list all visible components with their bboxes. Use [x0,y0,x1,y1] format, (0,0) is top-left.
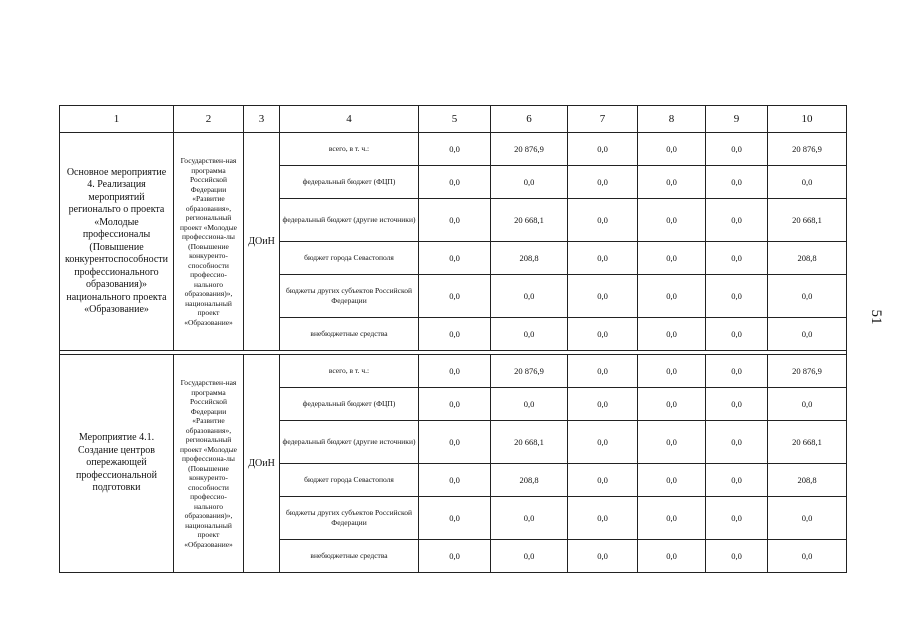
value-cell: 0,0 [568,464,638,497]
value-cell: 0,0 [638,540,706,573]
funding-source: бюджеты других субъектов Российской Федерации [280,275,419,318]
value-cell: 0,0 [706,540,768,573]
value-cell: 0,0 [568,421,638,464]
value-cell: 0,0 [568,355,638,388]
funding-source: бюджет города Севастополя [280,242,419,275]
value-cell: 20 876,9 [768,355,847,388]
value-cell: 0,0 [491,275,568,318]
value-cell: 0,0 [419,318,491,351]
value-cell: 0,0 [491,318,568,351]
value-cell: 0,0 [419,242,491,275]
value-cell: 0,0 [568,497,638,540]
value-cell: 0,0 [638,242,706,275]
value-cell: 0,0 [419,355,491,388]
header-cell: 4 [280,106,419,133]
funding-source: федеральный бюджет (другие источники) [280,199,419,242]
value-cell: 0,0 [638,355,706,388]
value-cell: 0,0 [638,464,706,497]
value-cell: 0,0 [638,318,706,351]
value-cell: 0,0 [638,275,706,318]
value-cell: 0,0 [491,388,568,421]
table-body [60,133,847,573]
funding-source: внебюджетные средства [280,540,419,573]
executor: ДОиН [244,355,280,573]
value-cell: 0,0 [568,166,638,199]
value-cell: 20 876,9 [768,133,847,166]
funding-source: бюджет города Севастополя [280,464,419,497]
measure-name: Мероприятие 4.1. Создание центров опережающей профессиональной подготовки [60,355,174,573]
value-cell: 0,0 [706,355,768,388]
value-cell: 0,0 [419,275,491,318]
value-cell: 0,0 [491,166,568,199]
value-cell: 0,0 [638,199,706,242]
funding-source: федеральный бюджет (другие источники) [280,421,419,464]
value-cell: 20 668,1 [491,199,568,242]
value-cell: 0,0 [419,388,491,421]
page-number: 51 [868,309,884,325]
value-cell: 0,0 [491,497,568,540]
value-cell: 0,0 [638,388,706,421]
value-cell: 0,0 [768,275,847,318]
value-cell: 0,0 [706,388,768,421]
table-row [60,133,847,166]
value-cell: 0,0 [768,497,847,540]
value-cell: 0,0 [706,133,768,166]
header-cell: 10 [768,106,847,133]
value-cell: 0,0 [706,421,768,464]
value-cell: 20 668,1 [768,199,847,242]
program-name: Государствен-ная программа Российской Федерации «Развитие образования», региональный проект «Молодые профессиона-лы (Повышение конкуренто-способности профессио-нального образования)», национальный проект «Образование» [174,133,244,351]
value-cell: 0,0 [706,464,768,497]
value-cell: 20 668,1 [768,421,847,464]
header-cell: 2 [174,106,244,133]
value-cell: 0,0 [568,133,638,166]
value-cell: 0,0 [419,497,491,540]
value-cell: 208,8 [491,242,568,275]
value-cell: 0,0 [568,388,638,421]
value-cell: 0,0 [419,464,491,497]
value-cell: 0,0 [706,318,768,351]
value-cell: 0,0 [706,242,768,275]
funding-source: внебюджетные средства [280,318,419,351]
budget-table [59,105,847,573]
value-cell: 0,0 [568,318,638,351]
value-cell: 20 668,1 [491,421,568,464]
value-cell: 0,0 [638,497,706,540]
program-name: Государствен-ная программа Российской Федерации «Развитие образования», региональный проект «Молодые профессиона-лы (Повышение конкуренто-способности профессио-нального образования)», национальный проект «Образование» [174,355,244,573]
value-cell: 208,8 [491,464,568,497]
value-cell: 0,0 [568,199,638,242]
funding-source: федеральный бюджет (ФЦП) [280,388,419,421]
header-cell: 8 [638,106,706,133]
value-cell: 0,0 [568,275,638,318]
value-cell: 0,0 [638,133,706,166]
funding-source: всего, в т. ч.: [280,133,419,166]
value-cell: 0,0 [568,540,638,573]
value-cell: 0,0 [706,199,768,242]
measure-name: Основное мероприятие 4. Реализация мероприятий региональго о проекта «Молодые профессионалы (Повышение конкурентоспособности профессионального образования)» национального проекта «Образование» [60,133,174,351]
value-cell: 208,8 [768,242,847,275]
value-cell: 0,0 [419,540,491,573]
value-cell: 0,0 [419,133,491,166]
header-cell: 6 [491,106,568,133]
value-cell: 0,0 [706,275,768,318]
value-cell: 0,0 [706,497,768,540]
funding-source: бюджеты других субъектов Российской Федерации [280,497,419,540]
executor: ДОиН [244,133,280,351]
value-cell: 0,0 [419,166,491,199]
value-cell: 208,8 [768,464,847,497]
value-cell: 0,0 [419,199,491,242]
value-cell: 0,0 [491,540,568,573]
value-cell: 20 876,9 [491,355,568,388]
header-cell: 1 [60,106,174,133]
header-row [60,106,847,133]
funding-source: всего, в т. ч.: [280,355,419,388]
value-cell: 0,0 [768,318,847,351]
header-cell: 5 [419,106,491,133]
header-cell: 3 [244,106,280,133]
value-cell: 0,0 [768,166,847,199]
value-cell: 0,0 [568,242,638,275]
table-row [60,355,847,388]
header-cell: 9 [706,106,768,133]
value-cell: 0,0 [768,388,847,421]
value-cell: 0,0 [638,166,706,199]
value-cell: 20 876,9 [491,133,568,166]
value-cell: 0,0 [706,166,768,199]
value-cell: 0,0 [768,540,847,573]
funding-source: федеральный бюджет (ФЦП) [280,166,419,199]
value-cell: 0,0 [419,421,491,464]
value-cell: 0,0 [638,421,706,464]
header-cell: 7 [568,106,638,133]
